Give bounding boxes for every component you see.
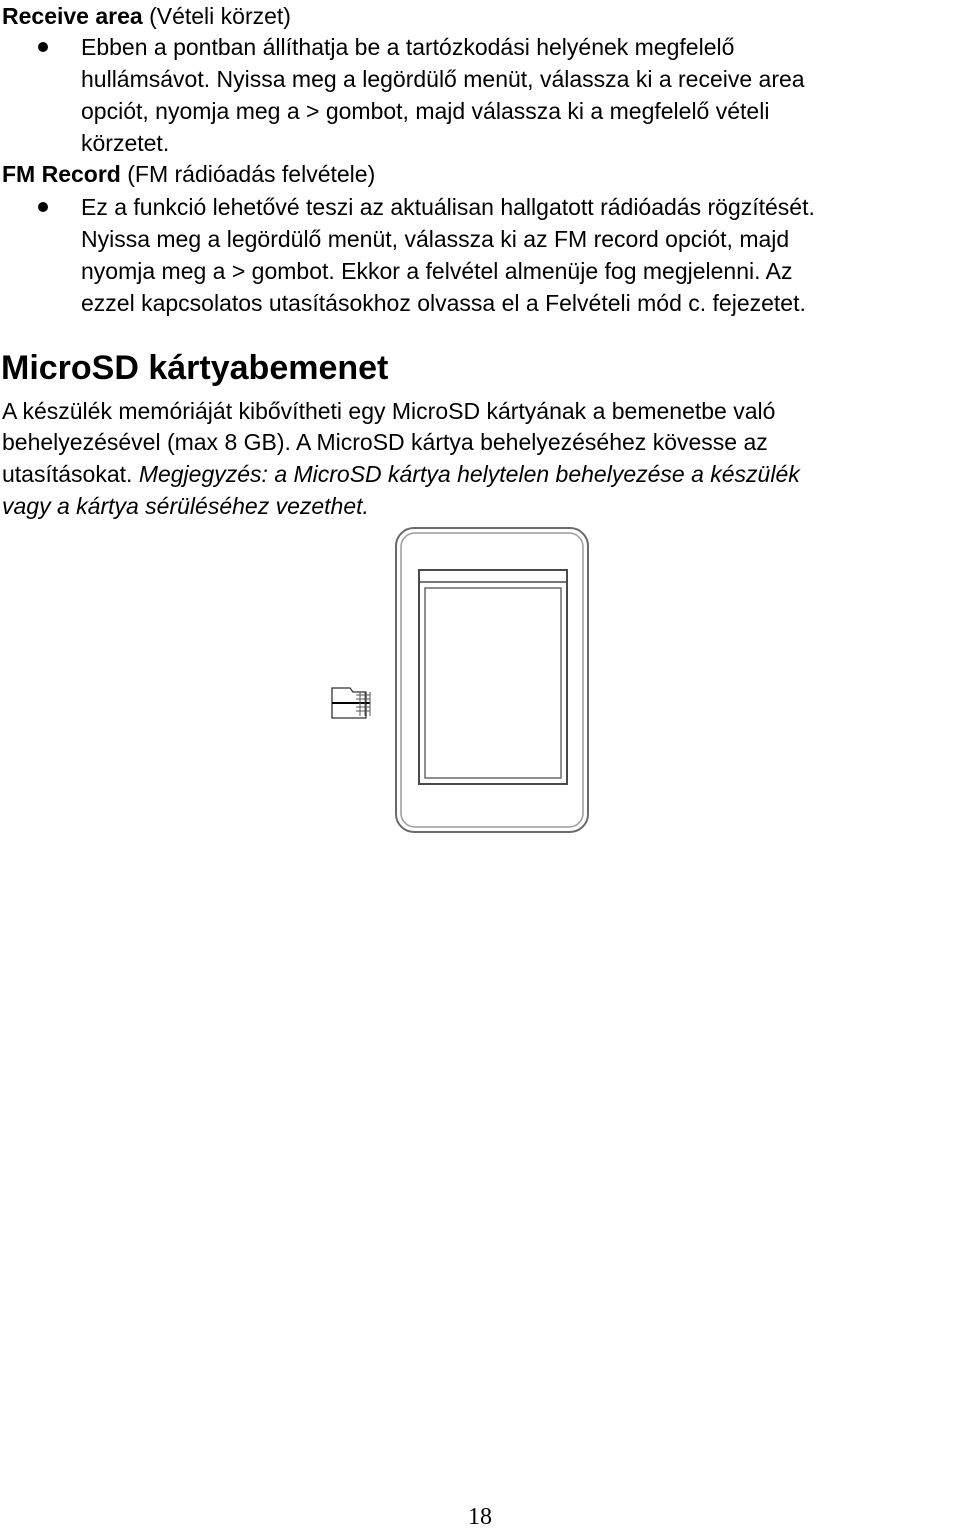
fm-record-title-line (2, 158, 375, 190)
microsd-heading: MicroSD kártyabemenet (1, 349, 389, 387)
fm-record-bullet (38, 202, 48, 212)
microsd-text-line-3-plain: utasításokat. (2, 461, 139, 487)
fm-record-text-line-4: ezzel kapcsolatos utasításokhoz olvassa el a Felvételi mód c. fejezetet. (81, 290, 806, 316)
microsd-card-icon (332, 688, 370, 718)
microsd-note-line-2: vagy a kártya sérüléséhez vezethet. (2, 493, 369, 519)
receive-area-text-line-2: hullámsávot. Nyissa meg a legördülő menüt, válassza ki a receive area (81, 66, 805, 92)
receive-area-title-line (2, 0, 291, 32)
microsd-slot-diagram-icon (320, 520, 600, 838)
page-number: 18 (468, 1504, 492, 1530)
fm-record-title-suffix: (FM rádióadás felvétele) (120, 161, 376, 187)
microsd-text-line-3 (2, 458, 800, 490)
microsd-text-line-2: behelyezésével (max 8 GB). A MicroSD kártya behelyezéséhez kövesse az (2, 429, 768, 455)
fm-record-text-line-2: Nyissa meg a legördülő menüt, válassza ki az FM record opciót, majd (81, 226, 790, 252)
microsd-text-line-1: A készülék memóriáját kibővítheti egy MicroSD kártyának a bemenetbe való (2, 398, 776, 424)
fm-record-text-line-1: Ez a funkció lehetővé teszi az aktuálisan hallgatott rádióadás rögzítését. (81, 194, 815, 220)
receive-area-title: Receive area (2, 3, 143, 29)
receive-area-title-suffix: (Vételi körzet) (142, 3, 291, 29)
fm-record-title: FM Record (2, 161, 121, 187)
receive-area-text-line-3: opciót, nyomja meg a > gombot, majd válassza ki a megfelelő vételi (81, 98, 770, 124)
microsd-note-line-1: Megjegyzés: a MicroSD kártya helytelen behelyezése a készülék (138, 461, 800, 487)
receive-area-bullet (38, 42, 48, 52)
receive-area-text-line-1: Ebben a pontban állíthatja be a tartózkodási helyének megfelelő (81, 34, 735, 60)
receive-area-text-line-4: körzetet. (81, 130, 170, 156)
fm-record-text-line-3: nyomja meg a > gombot. Ekkor a felvétel almenüje fog megjelenni. Az (81, 258, 793, 284)
